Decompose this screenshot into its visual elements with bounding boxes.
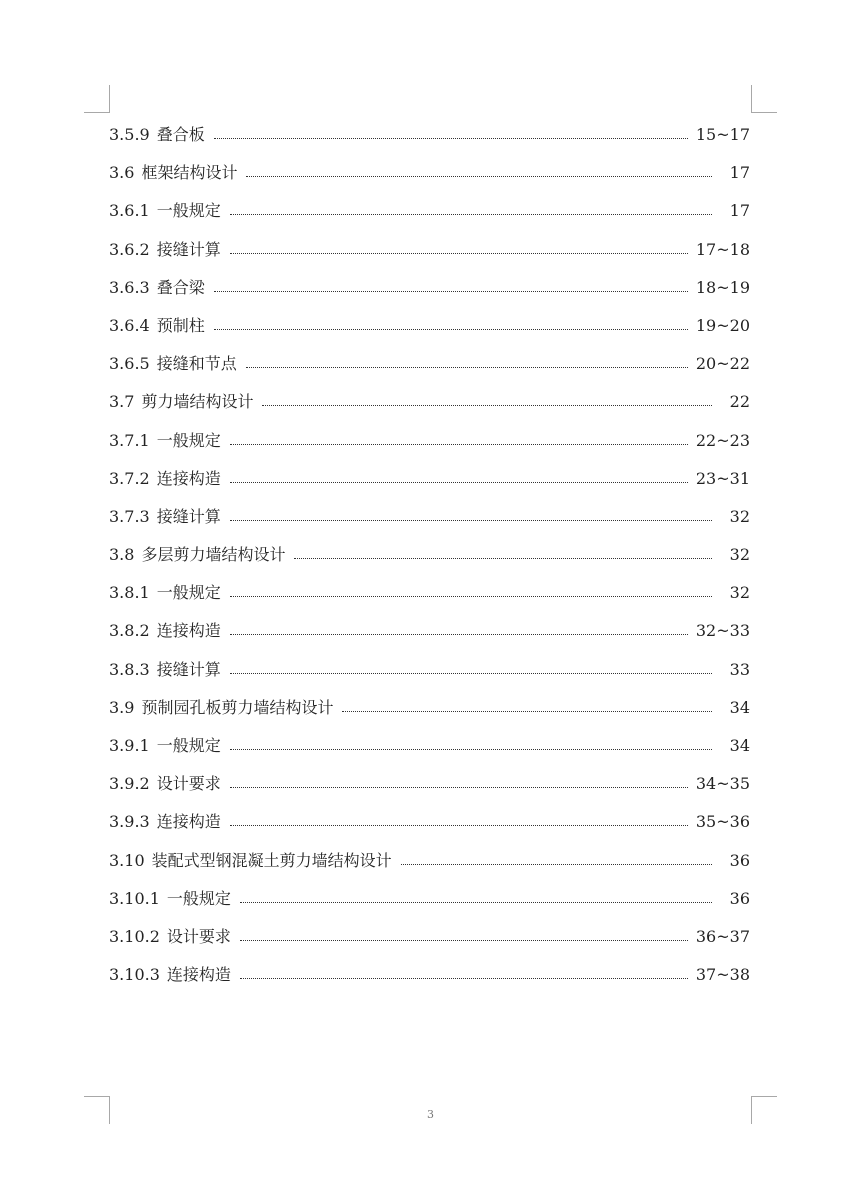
toc-entry-number: 3.10 [109,850,145,870]
table-of-contents [109,123,750,1001]
toc-dot-leader [230,214,712,215]
toc-entry-page: 17~18 [695,239,750,259]
toc-entry-number: 3.10.2 [109,926,160,946]
toc-entry-title: 设计要求 [166,926,231,946]
toc-dot-leader [240,978,688,979]
toc-entry-title: 一般规定 [166,888,231,908]
crop-mark-top-right [751,85,777,113]
toc-entry-3-8-2[interactable] [109,619,750,657]
toc-entry-title: 一般规定 [156,430,221,450]
toc-entry-3-7-3[interactable] [109,505,750,543]
toc-entry-number: 3.5.9 [109,125,150,144]
toc-entry-number: 3.7.2 [109,468,150,488]
toc-entry-page: 34 [729,697,750,717]
toc-entry-title: 多层剪力墙结构设计 [141,545,286,565]
toc-entry-number: 3.6 [109,163,135,183]
toc-entry-title: 叠合板 [156,125,205,144]
toc-entry-page: 34 [729,736,750,755]
toc-entry-3-7-1[interactable] [109,429,750,467]
toc-entry-title: 连接构造 [156,621,221,641]
toc-entry-3-6[interactable] [109,161,750,199]
toc-entry-number: 3.8.3 [109,659,150,679]
toc-entry-number: 3.7 [109,392,135,412]
toc-entry-number: 3.8.1 [109,583,150,603]
toc-dot-leader [401,864,712,865]
toc-entry-page: 22 [729,392,750,412]
toc-entry-number: 3.7.1 [109,430,150,450]
toc-entry-page: 32 [729,583,750,603]
toc-entry-3-10-3[interactable] [109,963,750,1001]
toc-entry-page: 20~22 [695,354,750,374]
toc-dot-leader [230,444,688,445]
toc-entry-title: 连接构造 [166,965,231,985]
toc-entry-number: 3.6.1 [109,201,150,221]
toc-dot-leader [214,138,688,139]
toc-entry-title: 一般规定 [156,201,221,221]
toc-entry-title: 一般规定 [156,736,221,755]
toc-entry-page: 35~36 [695,812,750,832]
toc-entry-page: 32 [729,506,750,526]
toc-entry-3-8-1[interactable] [109,581,750,619]
toc-entry-page: 34~35 [695,774,750,794]
toc-entry-page: 17 [729,201,750,221]
toc-entry-3-7-2[interactable] [109,467,750,505]
toc-entry-3-6-4[interactable] [109,314,750,352]
toc-dot-leader [214,291,688,292]
toc-dot-leader [230,253,688,254]
toc-dot-leader [230,634,688,635]
toc-dot-leader [240,940,688,941]
toc-entry-title: 剪力墙结构设计 [141,392,254,412]
toc-entry-title: 连接构造 [156,812,221,832]
toc-entry-3-8-3[interactable] [109,658,750,696]
toc-entry-page: 33 [729,659,750,679]
toc-dot-leader [246,176,712,177]
toc-entry-number: 3.6.5 [109,354,150,374]
toc-entry-3-10-2[interactable] [109,925,750,963]
toc-entry-3-6-2[interactable] [109,238,750,276]
toc-dot-leader [230,482,688,483]
toc-dot-leader [240,902,712,903]
toc-entry-number: 3.9.1 [109,736,150,755]
toc-entry-title: 设计要求 [156,774,221,794]
toc-entry-number: 3.6.2 [109,239,150,259]
toc-entry-number: 3.8.2 [109,621,150,641]
toc-dot-leader [262,405,712,406]
toc-dot-leader [214,329,688,330]
toc-entry-number: 3.9 [109,697,135,717]
toc-entry-title: 预制园孔板剪力墙结构设计 [141,697,334,717]
toc-entry-3-9-1[interactable] [109,734,750,772]
toc-entry-title: 叠合梁 [156,277,205,297]
toc-dot-leader [246,367,688,368]
page-number: 3 [427,1108,434,1121]
toc-entry-page: 23~31 [695,468,750,488]
toc-entry-3-6-5[interactable] [109,352,750,390]
toc-dot-leader [342,711,712,712]
toc-entry-3-9-2[interactable] [109,772,750,810]
toc-entry-page: 19~20 [695,315,750,335]
toc-entry-page: 36 [729,850,750,870]
toc-dot-leader [230,596,712,597]
toc-entry-page: 32 [729,545,750,565]
toc-entry-number: 3.7.3 [109,506,150,526]
toc-entry-3-5-9[interactable] [109,123,750,161]
toc-entry-number: 3.9.3 [109,812,150,832]
toc-entry-number: 3.9.2 [109,774,150,794]
toc-dot-leader [230,520,712,521]
toc-entry-title: 连接构造 [156,468,221,488]
toc-entry-title: 接缝计算 [156,506,221,526]
toc-entry-page: 22~23 [695,430,750,450]
toc-entry-title: 接缝计算 [156,239,221,259]
toc-dot-leader [230,749,712,750]
toc-dot-leader [230,787,688,788]
toc-entry-number: 3.8 [109,545,135,565]
toc-entry-page: 15~17 [695,125,750,144]
toc-entry-number: 3.10.1 [109,888,160,908]
toc-entry-page: 37~38 [695,965,750,985]
toc-entry-page: 17 [729,163,750,183]
toc-dot-leader [230,825,688,826]
toc-entry-page: 18~19 [695,277,750,297]
toc-entry-3-8[interactable] [109,543,750,581]
toc-entry-3-10[interactable] [109,849,750,887]
toc-entry-page: 32~33 [695,621,750,641]
toc-entry-title: 一般规定 [156,583,221,603]
toc-entry-title: 预制柱 [156,315,205,335]
toc-entry-page: 36~37 [695,926,750,946]
toc-entry-title: 接缝和节点 [156,354,237,374]
toc-entry-title: 接缝计算 [156,659,221,679]
toc-entry-number: 3.6.3 [109,277,150,297]
toc-dot-leader [230,673,712,674]
toc-entry-3-6-3[interactable] [109,276,750,314]
toc-entry-page: 36 [729,888,750,908]
toc-entry-3-7[interactable] [109,390,750,428]
toc-entry-3-6-1[interactable] [109,199,750,237]
toc-dot-leader [294,558,712,559]
crop-mark-top-left [84,85,110,113]
toc-entry-title: 装配式型钢混凝土剪力墙结构设计 [151,850,392,870]
toc-entry-3-9-3[interactable] [109,810,750,848]
toc-entry-number: 3.10.3 [109,965,160,985]
toc-entry-3-10-1[interactable] [109,887,750,925]
toc-entry-3-9[interactable] [109,696,750,734]
toc-entry-title: 框架结构设计 [141,163,238,183]
toc-entry-number: 3.6.4 [109,315,150,335]
